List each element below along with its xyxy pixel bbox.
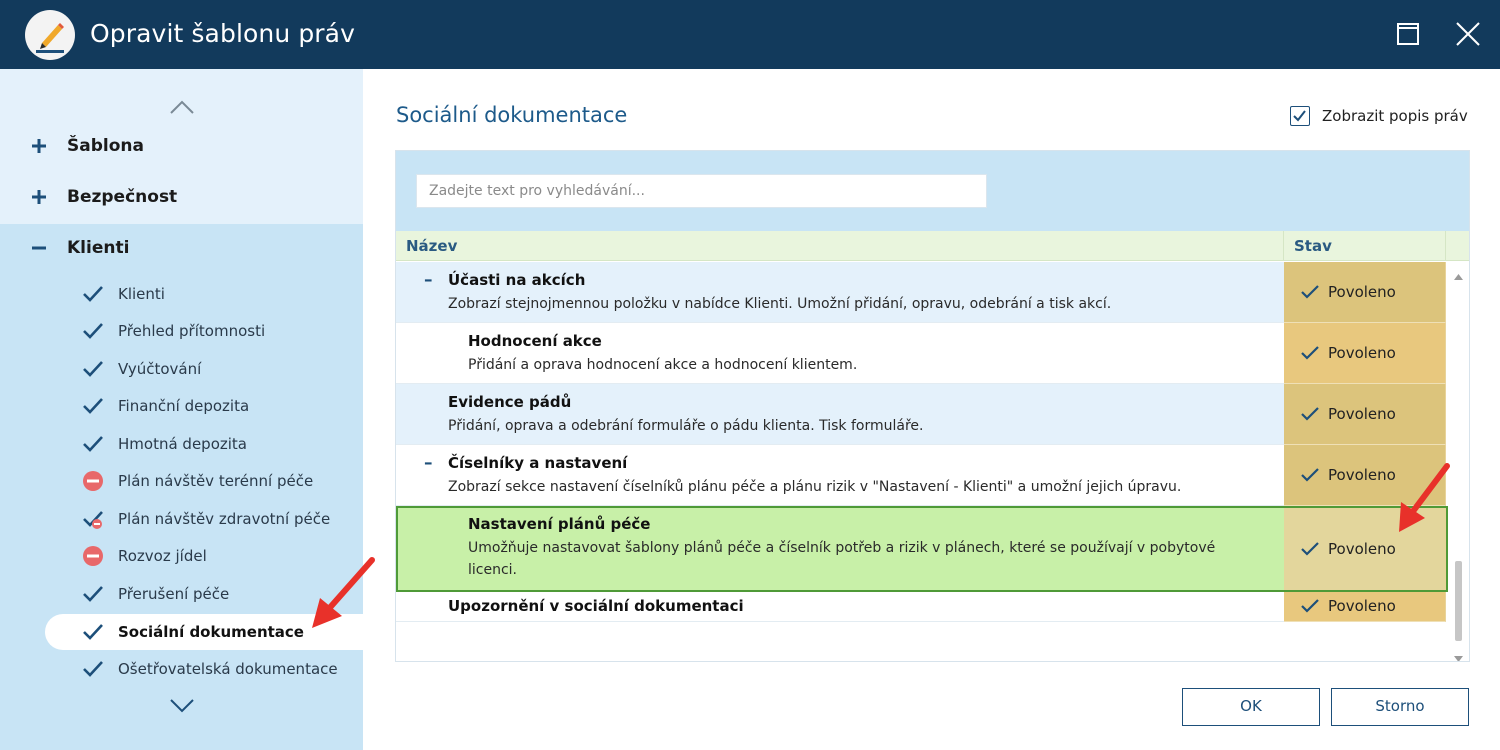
state-label: Povoleno — [1328, 466, 1396, 484]
scroll-down-icon[interactable] — [1454, 649, 1463, 655]
sidebar-item-klienti[interactable] — [0, 276, 363, 312]
check-icon — [81, 395, 105, 417]
check-icon — [81, 358, 105, 380]
sidebar-group-label: Šablona — [67, 136, 144, 156]
show-description-label: Zobrazit popis práv — [1322, 107, 1468, 125]
partial-check-icon — [81, 508, 105, 530]
checkbox[interactable] — [1290, 106, 1310, 126]
plus-icon[interactable] — [30, 188, 48, 206]
sidebar-item-label: Vyúčtování — [118, 360, 202, 378]
sidebar-group-label: Klienti — [67, 238, 130, 258]
sidebar-item-label: Sociální dokumentace — [118, 623, 304, 641]
scrollbar-thumb[interactable] — [1455, 561, 1462, 641]
denied-icon — [81, 545, 105, 567]
check-icon — [1300, 404, 1320, 424]
sidebar-item-plan-navstev-terenni-pece[interactable] — [0, 463, 363, 499]
collapse-icon[interactable]: – — [424, 453, 433, 473]
check-icon — [1300, 465, 1320, 485]
check-icon — [1300, 596, 1320, 616]
sidebar-item-label: Hmotná depozita — [118, 435, 247, 453]
sidebar-item-label: Přehled přítomnosti — [118, 322, 266, 340]
table-row[interactable] — [396, 445, 1284, 506]
sidebar-group-bezpecnost[interactable] — [0, 178, 363, 218]
check-icon — [81, 621, 105, 643]
ok-button[interactable]: OK — [1182, 688, 1320, 726]
check-icon — [81, 433, 105, 455]
check-icon — [1300, 539, 1320, 559]
check-icon — [81, 320, 105, 342]
sidebar-item-label: Ošetřovatelská dokumentace — [118, 660, 338, 678]
table-row[interactable] — [396, 323, 1284, 384]
scroll-up-icon[interactable] — [1454, 267, 1463, 273]
sidebar-item-label: Rozvoz jídel — [118, 547, 207, 565]
close-icon[interactable] — [1450, 16, 1486, 52]
check-icon — [81, 283, 105, 305]
row-title: Upozornění v sociální dokumentaci — [448, 597, 744, 615]
row-description: Zobrazí sekce nastavení číselníků plánu péče a plánu rizik v "Nastavení - Klienti" a umožní jejich úpravu. — [448, 479, 1182, 495]
page-title: Sociální dokumentace — [396, 103, 628, 127]
state-cell[interactable] — [1284, 506, 1446, 592]
plus-icon[interactable] — [30, 137, 48, 155]
column-header-label: Stav — [1294, 237, 1332, 255]
check-icon — [81, 658, 105, 680]
sidebar-item-plan-navstev-zdravotni-pece[interactable] — [0, 501, 363, 537]
check-icon — [1300, 343, 1320, 363]
state-cell[interactable] — [1284, 445, 1446, 506]
rights-grid — [395, 150, 1470, 662]
cancel-button[interactable]: Storno — [1331, 688, 1469, 726]
row-title: Nastavení plánů péče — [468, 515, 651, 533]
sidebar-item-label: Plán návštěv terénní péče — [118, 472, 314, 490]
edit-pencil-icon — [25, 10, 75, 60]
table-row-selected[interactable] — [396, 506, 1284, 592]
sidebar-item-label: Přerušení péče — [118, 585, 230, 603]
column-header-filler — [1446, 231, 1469, 261]
check-icon — [1300, 282, 1320, 302]
row-title: Účasti na akcích — [448, 271, 586, 289]
sidebar-item-label: Klienti — [118, 285, 165, 303]
row-title: Evidence pádů — [448, 393, 572, 411]
row-description: Přidání, oprava a odebrání formuláře o pádu klienta. Tisk formuláře. — [448, 418, 924, 434]
sidebar-item-financni-depozita[interactable] — [0, 388, 363, 424]
state-label: Povoleno — [1328, 405, 1396, 423]
table-row[interactable] — [396, 592, 1284, 622]
state-cell[interactable] — [1284, 384, 1446, 445]
row-title: Hodnocení akce — [468, 332, 602, 350]
column-header-label: Název — [406, 237, 458, 255]
sidebar-item-label: Plán návštěv zdravotní péče — [118, 510, 331, 528]
chevron-down-icon[interactable] — [168, 697, 196, 715]
title-bar — [0, 0, 1500, 69]
state-cell[interactable] — [1284, 262, 1446, 323]
sidebar-item-hmotna-depozita[interactable] — [0, 426, 363, 462]
state-cell[interactable] — [1284, 323, 1446, 384]
collapse-icon[interactable]: – — [424, 270, 433, 290]
sidebar-item-label: Finanční depozita — [118, 397, 250, 415]
denied-icon — [81, 470, 105, 492]
table-row[interactable] — [396, 262, 1284, 323]
state-label: Povoleno — [1328, 283, 1396, 301]
sidebar-group-label: Bezpečnost — [67, 187, 178, 207]
column-header-state[interactable] — [1284, 231, 1446, 261]
sidebar-group-sablona[interactable] — [0, 127, 363, 167]
check-icon — [81, 583, 105, 605]
state-cell[interactable] — [1284, 592, 1446, 622]
table-row[interactable] — [396, 384, 1284, 445]
row-title: Číselníky a nastavení — [448, 454, 628, 472]
sidebar-item-osetrovatelska-dokumentace[interactable] — [0, 651, 363, 687]
maximize-icon[interactable] — [1390, 16, 1426, 52]
state-label: Povoleno — [1328, 540, 1396, 558]
row-description: Umožňuje nastavovat šablony plánů péče a číselník potřeb a rizik v plánech, které se používají v pobytové licenci. — [468, 540, 1216, 578]
sidebar-item-preruseni-pece[interactable] — [0, 576, 363, 612]
vertical-scrollbar[interactable] — [1448, 261, 1469, 661]
sidebar-item-rozvoz-jidel[interactable] — [0, 538, 363, 574]
row-description: Přidání a oprava hodnocení akce a hodnocení klientem. — [468, 357, 858, 373]
sidebar-item-prehled-pritomnosti[interactable] — [0, 313, 363, 349]
search-bar — [396, 151, 1469, 231]
state-label: Povoleno — [1328, 597, 1396, 615]
sidebar-item-socialni-dokumentace[interactable] — [0, 614, 363, 650]
minus-icon[interactable] — [30, 239, 48, 257]
column-header-name[interactable] — [396, 231, 1284, 261]
search-input[interactable] — [416, 174, 987, 208]
sidebar-item-vyuctovani[interactable] — [0, 351, 363, 387]
row-description: Zobrazí stejnojmennou položku v nabídce Klienti. Umožní přidání, opravu, odebrání a tisk akcí. — [448, 296, 1112, 312]
sidebar — [0, 69, 363, 750]
chevron-up-icon[interactable] — [168, 98, 196, 116]
state-label: Povoleno — [1328, 344, 1396, 362]
window-title: Opravit šablonu práv — [90, 19, 355, 48]
sidebar-group-klienti[interactable] — [0, 229, 363, 269]
